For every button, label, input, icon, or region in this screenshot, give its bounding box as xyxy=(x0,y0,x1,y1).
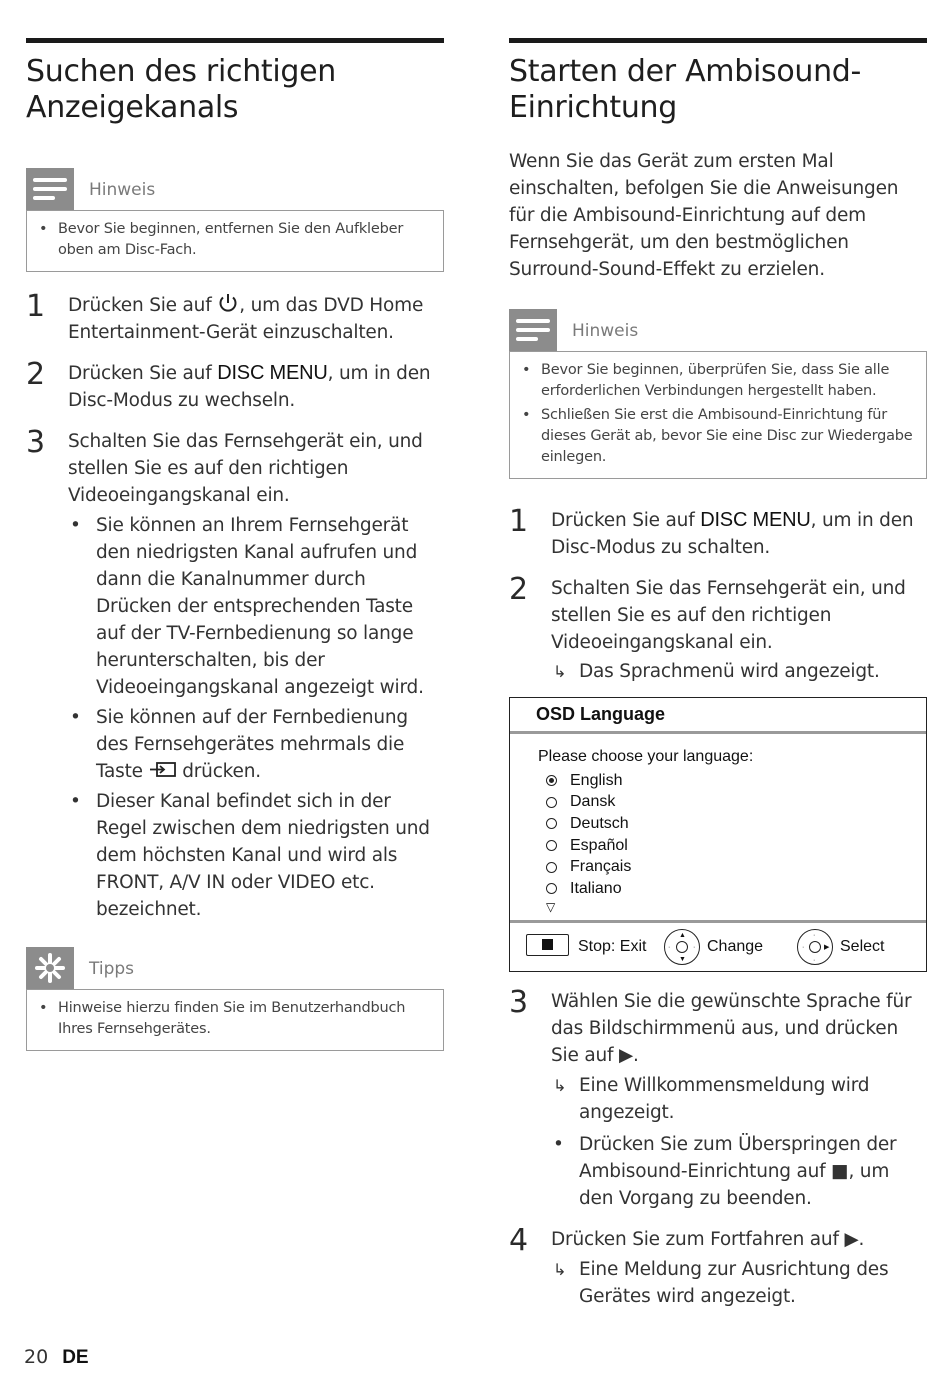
section-title: Suchen des richtigen Anzeigekanals xyxy=(26,54,337,125)
tip-bullet: • Hinweise hierzu finden Sie im Benutzerhandbuch Ihres Fernsehgerätes. xyxy=(39,1000,406,1037)
osd-prompt: Please choose your language: xyxy=(538,748,754,765)
left-column xyxy=(26,38,444,1051)
step-3: 3 Wählen Sie die gewünschte Sprache für das Bildschirmmenü aus, und drücken Sie auf ▶. ↳ Eine Willkommensmeldung wird angezeigt. • Drücken Sie zum Überspringen der Ambisound-Einrichtung auf ■, um den Vorgang zu beenden. xyxy=(509,988,927,1212)
tip-title: Tipps xyxy=(89,959,135,979)
language-option-espanol[interactable]: Español xyxy=(538,835,898,857)
input-source-icon xyxy=(149,761,177,779)
note-bullet: • Schließen Sie erst die Ambisound-Einrichtung für dieses Gerät ab, bevor Sie eine Disc zur Wiedergabe einlegen. xyxy=(522,407,913,465)
power-icon xyxy=(217,292,239,314)
radio-icon xyxy=(546,840,557,851)
radio-icon xyxy=(546,818,557,829)
step-3: 3 Schalten Sie das Fernsehgerät ein, und stellen Sie es auf den richtigen Videoeingangskanal ein. • Sie können an Ihrem Fernsehgerät den niedrigsten Kanal aufrufen und dann die Kanalnummer durch Drücken der entsprechenden Taste auf der TV-Fernbedienung so lange herunterschalten, bis der Videoeingangskanal angezeigt wird. • Sie können auf der Fernbedienung des Fernsehgerätes mehrmals die Taste drücken. • Dieser Kanal befindet sich in der Regel zwischen dem niedrigsten und dem höchsten Kanal und wird als FRONT, A/V IN oder VIDEO etc. bezeichnet. xyxy=(26,428,444,923)
result-line: ↳ Das Sprachmenü wird angezeigt. xyxy=(551,658,927,685)
note-box xyxy=(509,309,927,479)
step-1: 1 Drücken Sie auf , um das DVD Home Entertainment-Gerät einzuschalten. xyxy=(26,289,424,343)
navigation-updown-key-icon: ▲ ▼ · · xyxy=(664,929,700,965)
intro-paragraph: Wenn Sie das Gerät zum ersten Mal einschalten, befolgen Sie die Anweisungen für die Ambisound-Einrichtung auf dem Fernsehgerät, um den bestmöglichen Surround-Sound-Effekt zu erzielen. xyxy=(509,151,899,280)
radio-icon xyxy=(546,797,557,808)
radio-selected-icon xyxy=(546,775,557,786)
select-label: Select xyxy=(840,938,885,955)
section-rule xyxy=(509,38,927,43)
language-option-italiano[interactable]: Italiano xyxy=(538,878,898,900)
step-1: 1 Drücken Sie auf DISC MENU, um in den Disc-Modus zu schalten. xyxy=(509,504,914,558)
language-option-francais[interactable]: Français xyxy=(538,856,898,878)
page-footer xyxy=(24,1346,89,1369)
note-icon xyxy=(509,309,557,351)
radio-icon xyxy=(546,883,557,894)
list-item: • Sie können auf der Fernbedienung des Fernsehgerätes mehrmals die Taste drücken. xyxy=(70,707,408,782)
radio-icon xyxy=(546,862,557,873)
note-title: Hinweis xyxy=(572,321,639,341)
step-2: 2 Schalten Sie das Fernsehgerät ein, und stellen Sie es auf den richtigen Videoeingangskanal ein. ↳ Das Sprachmenü wird angezeigt. xyxy=(509,575,927,685)
change-label: Change xyxy=(707,938,764,955)
result-arrow-icon: ↳ xyxy=(553,1076,567,1095)
osd-language-screen xyxy=(509,697,927,972)
stop-exit-label: Stop: Exit xyxy=(578,938,647,955)
list-item: • Dieser Kanal befindet sich in der Regel zwischen dem niedrigsten und dem höchsten Kanal und wird als FRONT, A/V IN oder VIDEO etc. bezeichnet. xyxy=(70,791,430,920)
osd-title: OSD Language xyxy=(510,698,926,734)
list-item: • Sie können an Ihrem Fernsehgerät den niedrigsten Kanal aufrufen und dann die Kanalnummer durch Drücken der entsprechenden Taste auf der TV-Fernbedienung so lange herunterschalten, bis der Videoeingangskanal angezeigt wird. xyxy=(70,515,424,698)
step-2: 2 Drücken Sie auf DISC MENU, um in den Disc-Modus zu wechseln. xyxy=(26,357,431,411)
result-arrow-icon: ↳ xyxy=(553,1260,567,1279)
note-box xyxy=(26,168,444,272)
result-arrow-icon: ↳ xyxy=(553,662,567,681)
language-option-english[interactable]: English xyxy=(538,770,898,792)
language-code: DE xyxy=(62,1347,89,1368)
navigation-right-key-icon: ▶ · · · xyxy=(797,929,833,965)
tip-box xyxy=(26,947,444,1051)
section-rule xyxy=(26,38,444,43)
disc-menu-key: DISC MENU xyxy=(700,509,811,531)
language-option-deutsch[interactable]: Deutsch xyxy=(538,813,898,835)
osd-footer xyxy=(510,920,926,971)
result-line: ↳ Eine Meldung zur Ausrichtung des Gerätes wird angezeigt. xyxy=(551,1256,927,1310)
list-item: • Drücken Sie zum Überspringen der Ambisound-Einrichtung auf ■, um den Vorgang zu beenden. xyxy=(553,1134,897,1209)
note-bullet: • Bevor Sie beginnen, entfernen Sie den Aufkleber oben am Disc-Fach. xyxy=(39,221,404,258)
note-bullet: • Bevor Sie beginnen, überprüfen Sie, dass Sie alle erforderlichen Verbindungen hergestellt haben. xyxy=(522,362,890,399)
page-number: 20 xyxy=(24,1346,49,1368)
note-title: Hinweis xyxy=(89,180,156,200)
result-line: ↳ Eine Willkommensmeldung wird angezeigt. xyxy=(551,1072,927,1126)
note-icon xyxy=(26,168,74,210)
right-column xyxy=(509,38,927,1310)
disc-menu-key: DISC MENU xyxy=(217,362,328,384)
tip-icon xyxy=(26,947,74,989)
stop-key-icon xyxy=(526,934,569,956)
language-option-dansk[interactable]: Dansk xyxy=(538,792,898,814)
section-title: Starten der Ambisound- Einrichtung xyxy=(509,54,862,125)
step-4: 4 Drücken Sie zum Fortfahren auf ▶. ↳ Eine Meldung zur Ausrichtung des Gerätes wird angezeigt. xyxy=(509,1226,927,1310)
scroll-down-icon: ▽ xyxy=(546,899,556,914)
